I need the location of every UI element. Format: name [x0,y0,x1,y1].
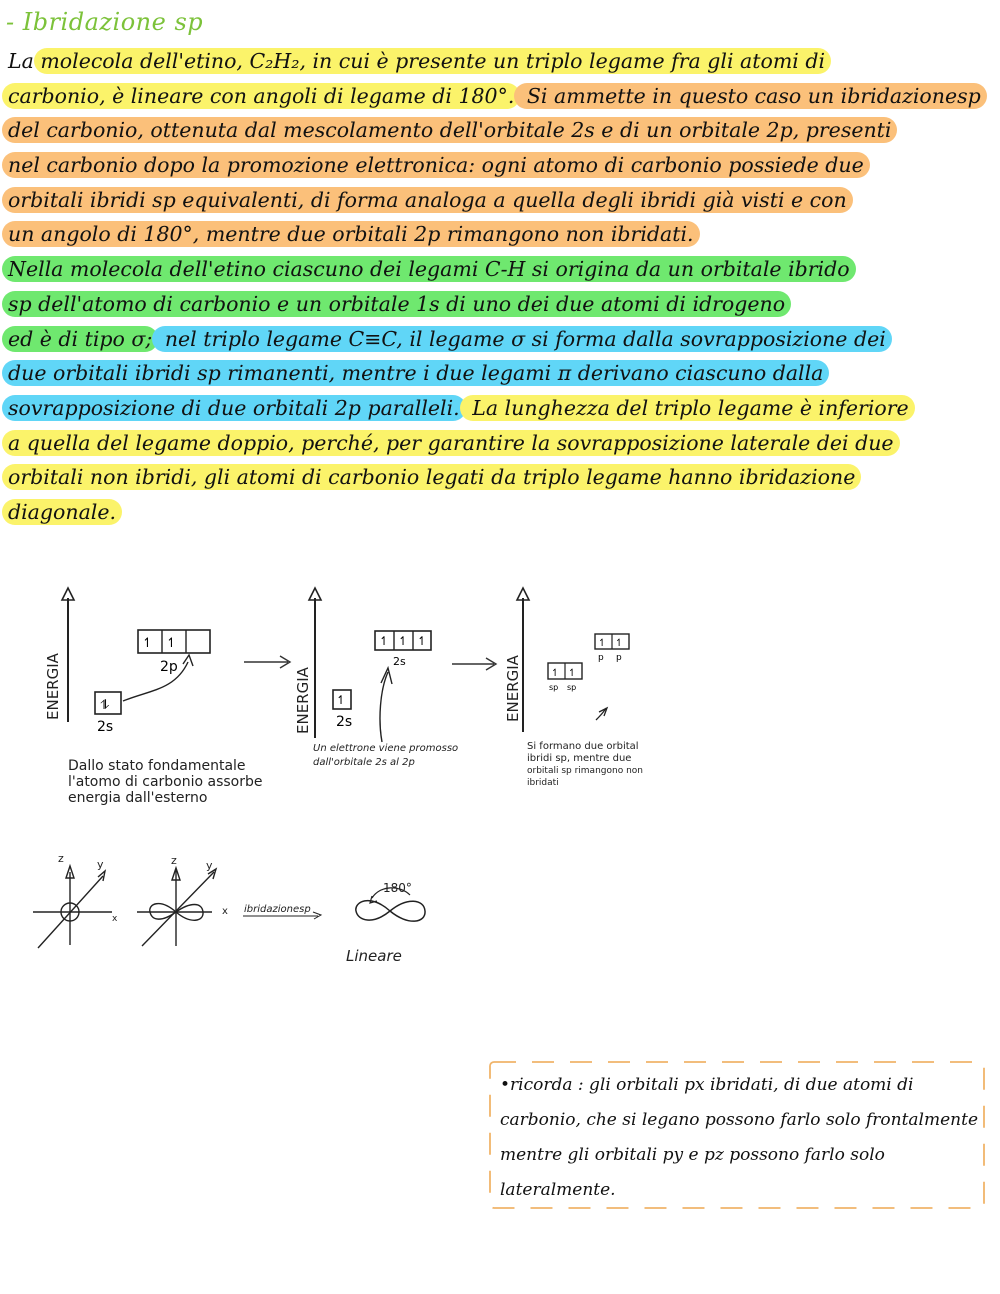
svg-text:↿: ↿ [336,693,347,707]
paragraph-line [0,183,1000,218]
paragraph-line [0,252,1000,287]
text-segment: sovrapposizione di due orbitali 2p paralleli. [2,395,466,421]
caption-ground-state: Dallo stato fondamentale l'atomo di carbonio assorbe energia dall'esterno [68,758,263,806]
svg-text:p: p [598,653,604,663]
text-segment: a quella del legame doppio, perché, per garantire la sovrapposizione laterale dei due [2,430,900,456]
text-segment: orbitali ibridi sp equivalenti, di forma analoga a quella degli ibridi già visti e con [2,187,853,213]
paragraph-line [0,44,1000,79]
sp-orbital-axes [137,868,216,946]
paragraph-line [0,287,1000,322]
text-segment: due orbitali ibridi sp rimanenti, mentre i due legami π derivano ciascuno dalla [2,360,829,386]
svg-text:↿: ↿ [598,638,607,649]
svg-text:p: p [616,653,622,663]
text-segment: molecola dell'etino, C₂H₂, in cui è presente un triplo legame fra gli atomi di [34,48,831,74]
paragraph-line [0,391,1000,426]
svg-text:ENERGIA: ENERGIA [504,655,522,722]
svg-text:ENERGIA: ENERGIA [294,667,312,734]
svg-text:↿: ↿ [568,668,577,679]
svg-text:↿: ↿ [551,668,560,679]
text-segment: carbonio, è lineare con angoli di legame di 180°. [2,83,520,109]
text-segment: Nella molecola dell'etino ciascuno dei legami C-H si origina da un orbitale ibrido [2,256,856,282]
svg-text:z: z [171,854,177,867]
note-line: •ricorda : gli orbitali px ibridati, di due atomi di [500,1075,914,1095]
paragraph-line [0,113,1000,148]
svg-text:↿: ↿ [166,636,177,651]
paragraph-line [0,322,1000,357]
energy-axis-label: ENERGIA [44,653,62,720]
text-segment: Si ammette in questo caso un ibridazionesp [514,83,986,109]
svg-text:↿: ↿ [142,636,153,651]
paragraph-line [0,217,1000,252]
text-segment: La [8,49,41,73]
text-segment: ed è di tipo σ; [2,326,158,352]
paragraph [0,44,1000,530]
svg-text:x: x [222,906,228,917]
note-line: lateralmente. [500,1180,616,1200]
energy-diagram-promotion [294,588,431,742]
note-line: mentre gli orbitali py e pz possono farlo solo [500,1145,885,1165]
svg-text:sp: sp [567,683,577,692]
angle-label: 180° [383,881,412,895]
caption-sp-hybrid: Si formano due orbital ibridi sp, mentre due orbitali sp rimangono non ibridati [527,741,643,788]
paragraph-line [0,356,1000,391]
paragraph-line [0,460,1000,495]
text-segment: orbitali non ibridi, gli atomi di carbonio legati da triplo legame hanno ibridazione [2,464,861,490]
text-segment: sp dell'atomo di carbonio e un orbitale 1s di uno dei due atomi di idrogeno [2,291,791,317]
shape-label: Lineare [346,947,402,965]
text-segment: un angolo di 180°, mentre due orbitali 2p rimangono non ibridati. [2,221,700,247]
paragraph-line [0,426,1000,461]
svg-text:↿: ↿ [615,638,624,649]
svg-text:y: y [206,859,213,872]
paragraph-line [0,495,1000,530]
note-line: carbonio, che si legano possono farlo solo frontalmente [500,1110,979,1130]
svg-text:↿: ↿ [379,634,390,648]
hybridization-label: ibridazionesp [244,904,311,915]
caption-promotion: Un elettrone viene promosso dall'orbitale 2s al 2p [313,743,459,768]
reminder-note [488,1060,986,1210]
label-2s: 2s [97,719,114,735]
page-title: - Ibridazione sp [6,8,204,36]
p-orbital-axes [33,866,112,948]
svg-text:↿: ↿ [417,634,428,648]
text-segment: La lunghezza del triplo legame è inferiore [460,395,915,421]
paragraph-line [0,79,1000,114]
svg-text:y: y [97,858,104,871]
energy-diagram-sp-hybrid [504,588,629,732]
text-segment: diagonale. [2,499,122,525]
svg-text:sp: sp [549,683,559,692]
label-2p: 2p [160,659,178,675]
svg-text:x: x [112,914,118,924]
text-segment: del carbonio, ottenuta dal mescolamento dell'orbitale 2s e di un orbitale 2p, presenti [2,117,897,143]
svg-text:z: z [58,852,64,865]
text-segment: nel carbonio dopo la promozione elettronica: ogni atomo di carbonio possiede due [2,152,870,178]
linear-sp-shape [356,901,425,922]
energy-diagram-ground-state [44,588,210,735]
text-segment: nel triplo legame C≡C, il legame σ si forma dalla sovrapposizione dei [152,326,891,352]
svg-text:⥮: ⥮ [100,698,110,713]
svg-text:2s: 2s [336,714,353,730]
svg-text:↿: ↿ [398,634,409,648]
svg-text:2s: 2s [393,655,406,668]
paragraph-line [0,148,1000,183]
